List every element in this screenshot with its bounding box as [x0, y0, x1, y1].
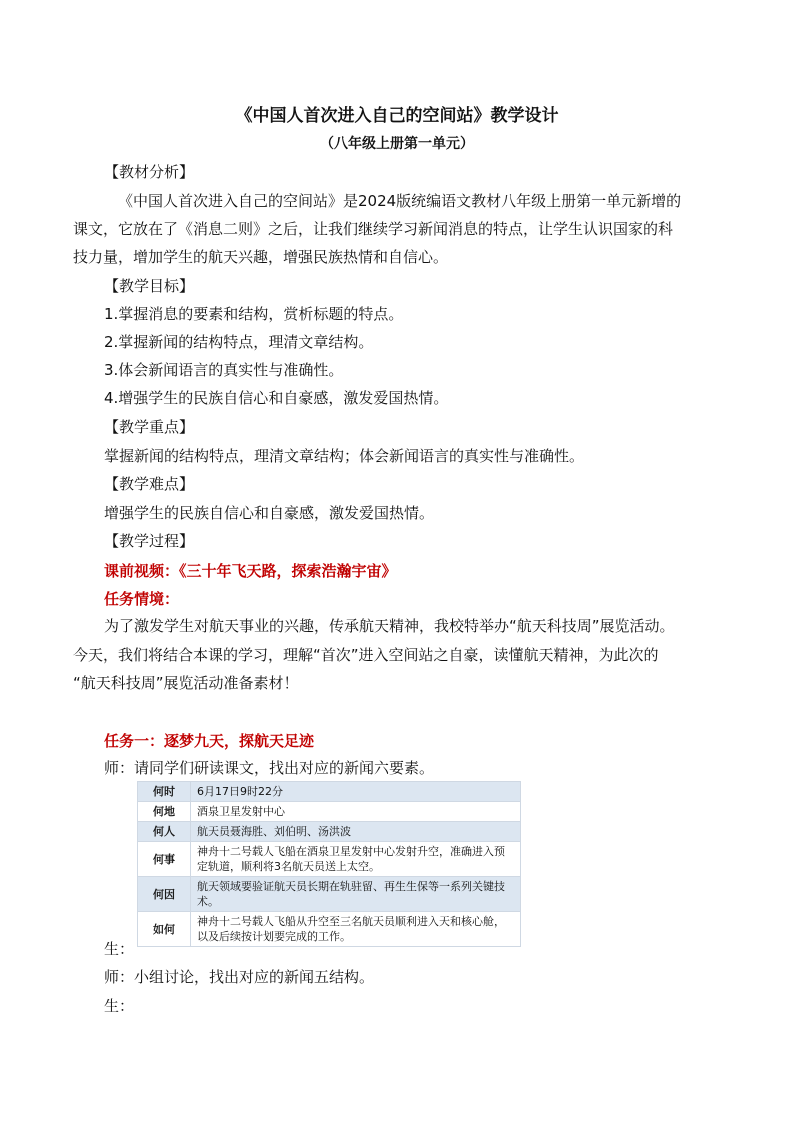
news-elements-table [137, 781, 521, 947]
table-value: 酒泉卫星发射中心 [191, 802, 521, 822]
heading-goals: 【教学目标】 [104, 277, 195, 295]
table-row [138, 802, 521, 822]
heading-process: 【教学过程】 [104, 532, 195, 550]
situation-line: 今天，我们将结合本课的学习，理解“首次”进入空间站之自豪，读懂航天精神，为此次的 [73, 646, 659, 664]
page-subtitle: （八年级上册第一单元） [320, 136, 474, 152]
difficult-text: 增强学生的民族自信心和自豪感，激发爱国热情。 [104, 504, 435, 522]
table-key: 何人 [138, 822, 191, 842]
teacher-prompt: 师：请同学们研读课文，找出对应的新闻六要素。 [104, 759, 435, 777]
table-key: 何因 [138, 877, 191, 912]
student-answer-label: 生： [104, 997, 135, 1015]
heading-difficult: 【教学难点】 [104, 475, 195, 493]
goal-item: 3.体会新闻语言的真实性与准确性。 [104, 361, 344, 379]
goal-item: 4.增强学生的民族自信心和自豪感，激发爱国热情。 [104, 389, 449, 407]
situation-label: 任务情境： [104, 590, 180, 608]
table-row [138, 912, 521, 947]
table-row [138, 822, 521, 842]
table-row [138, 782, 521, 802]
goal-item: 1.掌握消息的要素和结构，赏析标题的特点。 [104, 305, 404, 323]
heading-analysis: 【教材分析】 [104, 163, 195, 181]
page-title: 《中国人首次进入自己的空间站》教学设计 [235, 106, 559, 126]
table-value: 神舟十二号载人飞船从升空至三名航天员顺利进入天和核心舱，以及后续按计划要完成的工作。 [191, 912, 521, 947]
teacher-prompt: 师：小组讨论，找出对应的新闻五结构。 [104, 968, 375, 986]
task-one-heading: 任务一：逐梦九天，探航天足迹 [104, 732, 315, 750]
table-row [138, 877, 521, 912]
student-answer-label: 生： [104, 940, 135, 958]
situation-line: 为了激发学生对航天事业的兴趣，传承航天精神，我校特举办“航天科技周”展览活动。 [104, 617, 675, 635]
pre-class-video: 课前视频：《三十年飞天路，探索浩瀚宇宙》 [104, 562, 397, 580]
analysis-line: 课文，它放在了《消息二则》之后，让我们继续学习新闻消息的特点，让学生认识国家的科 [73, 220, 674, 238]
table-value: 6月17日9时22分 [191, 782, 521, 802]
analysis-line: 技力量，增加学生的航天兴趣，增强民族热情和自信心。 [73, 248, 449, 266]
analysis-line: 《中国人首次进入自己的空间站》是2024版统编语文教材八年级上册第一单元新增的 [118, 192, 682, 210]
goal-item: 2.掌握新闻的结构特点，理清文章结构。 [104, 333, 374, 351]
table-value: 航天员聂海胜、刘伯明、汤洪波 [191, 822, 521, 842]
key-text: 掌握新闻的结构特点，理清文章结构；体会新闻语言的真实性与准确性。 [104, 447, 585, 465]
table-value: 航天领域要验证航天员长期在轨驻留、再生生保等一系列关键技术。 [191, 877, 521, 912]
table-value: 神舟十二号载人飞船在酒泉卫星发射中心发射升空，准确进入预定轨道，顺利将3名航天员送上太空。 [191, 842, 521, 877]
table-key: 何时 [138, 782, 191, 802]
table-key: 如何 [138, 912, 191, 947]
table-row [138, 842, 521, 877]
heading-key: 【教学重点】 [104, 418, 195, 436]
table-key: 何事 [138, 842, 191, 877]
table-key: 何地 [138, 802, 191, 822]
situation-line: “航天科技周”展览活动准备素材！ [73, 674, 299, 692]
